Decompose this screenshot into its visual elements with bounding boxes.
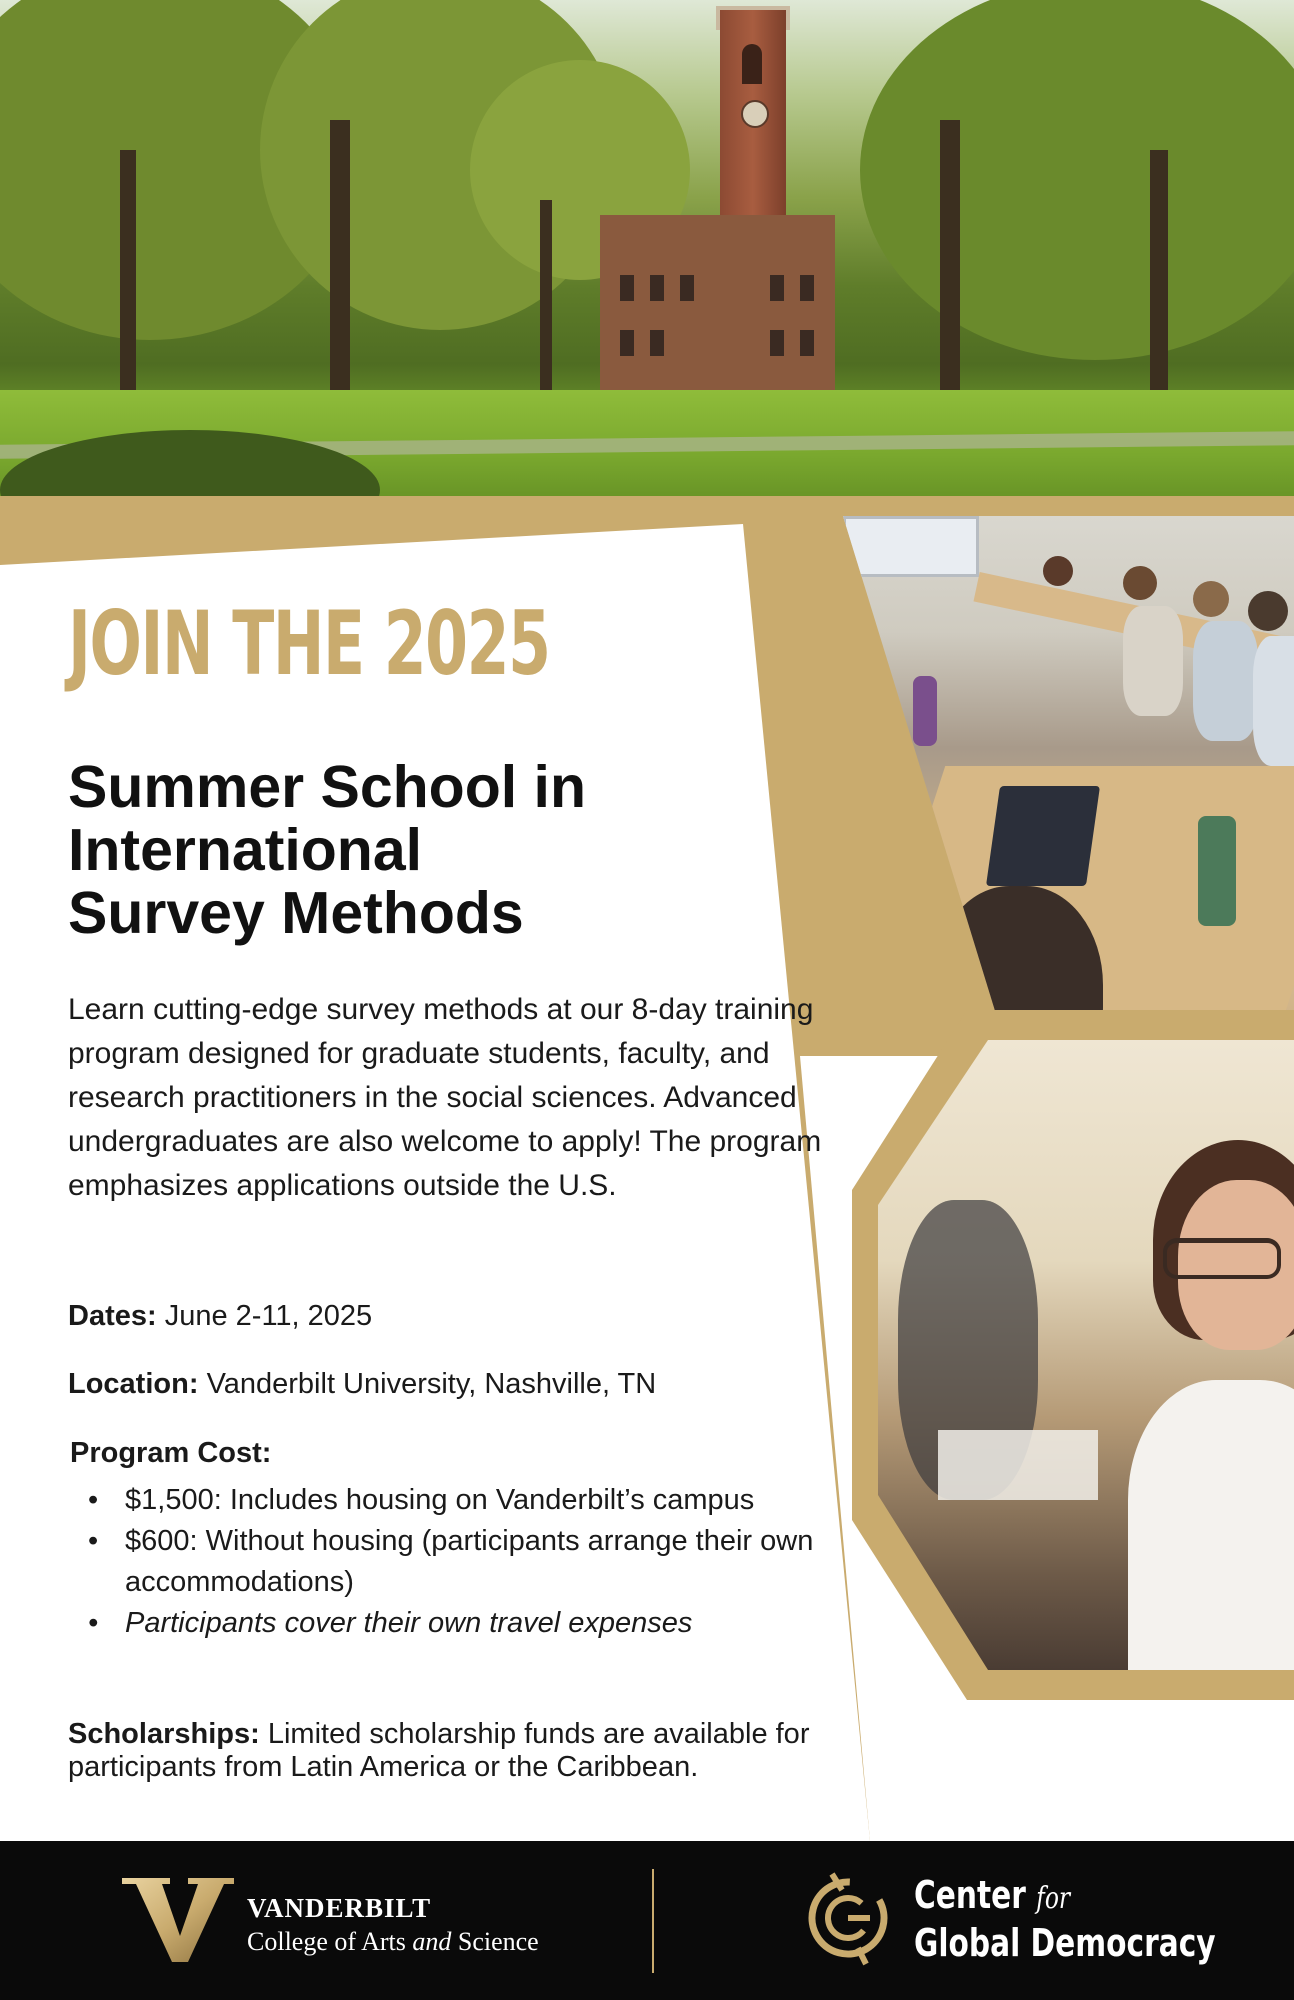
page-title: [68, 756, 768, 945]
scholarships-label: Scholarships:: [68, 1718, 260, 1750]
footer: [0, 1841, 1294, 2000]
vanderbilt-college: College of Arts and Science: [247, 1927, 539, 1956]
bullet-icon: •: [88, 1607, 99, 1639]
laptop: [986, 786, 1100, 886]
footer-divider: [652, 1869, 654, 1973]
scholarships-value: Limited scholarship funds are available for participants from Latin America or the Caribbean.: [68, 1718, 810, 1783]
cost-item: • $600: Without housing (participants arrange their own accommodations): [70, 1521, 850, 1603]
glasses: [1163, 1238, 1281, 1279]
campus-photo: [0, 0, 1294, 520]
location-label: Location:: [68, 1368, 199, 1400]
cost-label: Program Cost:: [70, 1437, 272, 1469]
dates-value: June 2-11, 2025: [164, 1300, 373, 1332]
vanderbilt-name: VANDERBILT: [247, 1893, 432, 1923]
dates-row: [68, 1300, 372, 1333]
cost-item: • $1,500: Includes housing on Vanderbilt’s campus: [70, 1480, 850, 1521]
student-photo: [878, 1040, 1294, 1670]
dates-label: Dates:: [68, 1300, 157, 1332]
tower-window: [742, 44, 762, 84]
kicker-heading: JOIN THE 2025: [68, 592, 550, 695]
water-bottle: [913, 676, 937, 746]
campus-building: [600, 215, 835, 390]
location-row: [68, 1368, 656, 1401]
bullet-icon: •: [88, 1525, 99, 1557]
program-description: Learn cutting-edge survey methods at our 8-day training program designed for graduate students, faculty, and research practitioners in the social sciences. Advanced undergraduates are also welcome to apply! The program emphasizes applications outside the U.S.: [68, 993, 822, 1202]
title-line: Summer School in: [68, 754, 586, 820]
cost-item: • Participants cover their own travel expenses: [70, 1603, 850, 1644]
tree-canopy: [860, 0, 1294, 360]
clock-face: [741, 100, 769, 128]
bullet-icon: •: [88, 1484, 99, 1516]
vanderbilt-v-logo: [122, 1878, 234, 1962]
cgd-name-line1: Center for: [914, 1873, 1071, 1917]
projector-screen: [843, 516, 979, 577]
location-value: Vanderbilt University, Nashville, TN: [206, 1368, 657, 1400]
title-line: International: [68, 817, 423, 883]
water-bottle: [1198, 816, 1236, 926]
cost-list: [70, 1480, 850, 1644]
cgd-globe-logo: [802, 1868, 894, 1968]
scholarships-note: [68, 1718, 908, 1784]
cgd-name-line2: Global Democracy: [914, 1921, 1216, 1965]
title-line: Survey Methods: [68, 880, 524, 946]
